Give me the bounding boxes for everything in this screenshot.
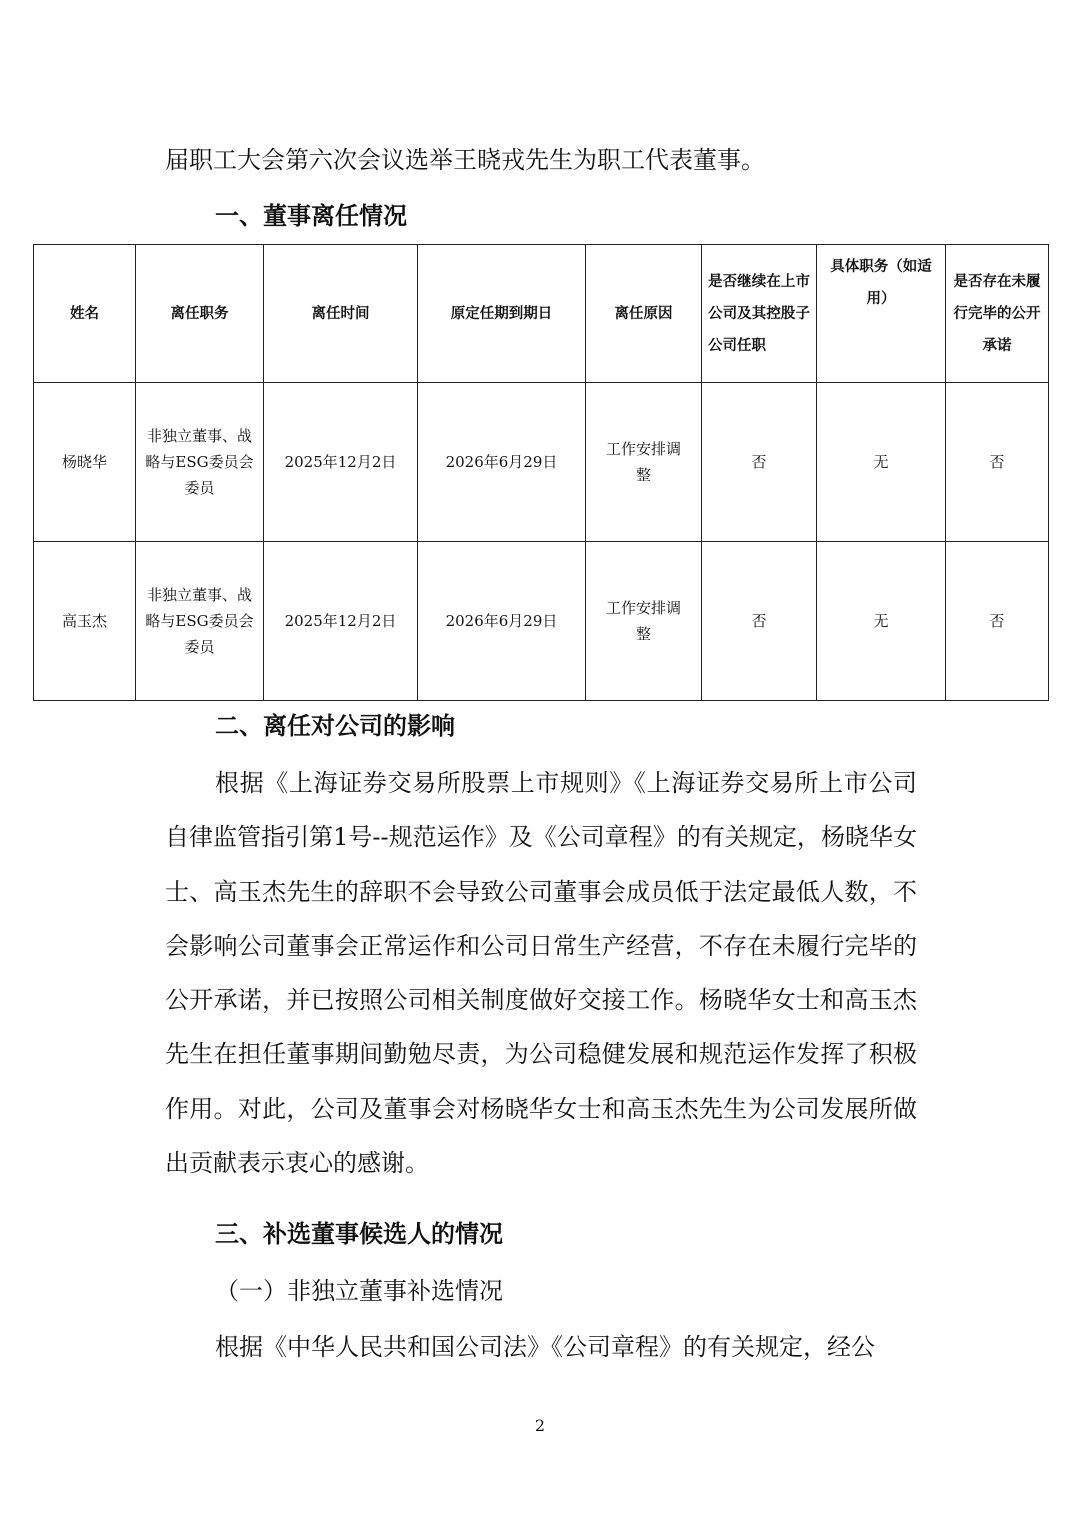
header-leave-date: 离任时间 (264, 245, 418, 383)
cell-commitment: 否 (946, 383, 1049, 542)
resignation-table (33, 244, 1049, 701)
header-continue-role: 是否继续在上市公司及其控股子公司任职 (702, 245, 817, 383)
cell-reason: 工作安排调整 (586, 383, 702, 542)
header-position: 离任职务 (136, 245, 264, 383)
intro-text: 届职工大会第六次会议选举王晓戎先生为职工代表董事。 (165, 146, 765, 174)
table-row (34, 383, 1049, 542)
section-heading-impact: 二、离任对公司的影响 (215, 712, 455, 740)
table-row (34, 542, 1049, 701)
cell-commitment: 否 (946, 542, 1049, 701)
cell-role: 无 (817, 542, 946, 701)
cell-continue: 否 (702, 383, 817, 542)
table-header-row (34, 245, 1049, 383)
page-number: 2 (534, 1416, 546, 1435)
cell-reason: 工作安排调整 (586, 542, 702, 701)
candidates-paragraph: 根据《中华人民共和国公司法》《公司章程》的有关规定，经公 (215, 1333, 875, 1361)
cell-continue: 否 (702, 542, 817, 701)
section-heading-candidates: 三、补选董事候选人的情况 (215, 1220, 503, 1248)
impact-paragraph: 根据《上海证券交易所股票上市规则》《上海证券交易所上市公司自律监管指引第1号--规范运作》及《公司章程》的有关规定，杨晓华女士、高玉杰先生的辞职不会导致公司董事会成员低于法定最低人数，不会影响公司董事会正常运作和公司日常生产经营，不存在未履行完毕的公开承诺，并已按照公司相关制度做好交接工作。杨晓华女士和高玉杰先生在担任董事期间勤勉尽责，为公司稳健发展和规范运作发挥了积极作用。对此，公司及董事会对杨晓华女士和高玉杰先生为公司发展所做出贡献表示衷心的感谢。 (165, 769, 917, 1178)
cell-leave-date: 2025年12月2日 (264, 383, 418, 542)
cell-term-end: 2026年6月29日 (418, 383, 586, 542)
cell-leave-date: 2025年12月2日 (264, 542, 418, 701)
cell-term-end: 2026年6月29日 (418, 542, 586, 701)
header-reason: 离任原因 (586, 245, 702, 383)
subsection-heading-non-independent: （一）非独立董事补选情况 (215, 1277, 503, 1305)
header-name: 姓名 (34, 245, 136, 383)
cell-position: 非独立董事、战略与ESG委员会委员 (136, 383, 264, 542)
cell-name: 高玉杰 (34, 542, 136, 701)
cell-position: 非独立董事、战略与ESG委员会委员 (136, 542, 264, 701)
cell-name: 杨晓华 (34, 383, 136, 542)
section-heading-resignation: 一、董事离任情况 (215, 202, 407, 230)
header-term-end: 原定任期到期日 (418, 245, 586, 383)
header-commitment: 是否存在未履行完毕的公开承诺 (946, 245, 1049, 383)
cell-role: 无 (817, 383, 946, 542)
header-specific-role: 具体职务（如适用） (817, 245, 946, 383)
